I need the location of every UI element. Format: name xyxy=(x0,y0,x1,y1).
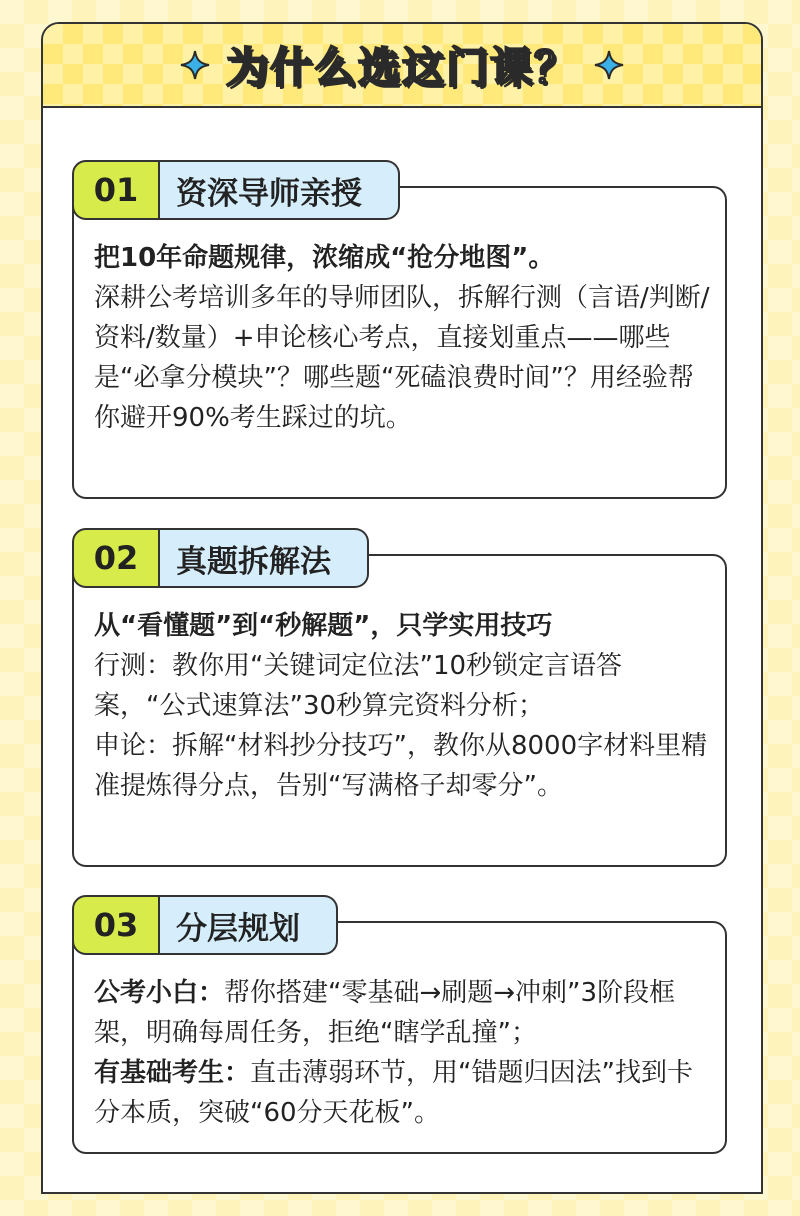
section-lead: 把10年命题规律，浓缩成“抢分地图”。 xyxy=(94,243,555,273)
section-number: 02 xyxy=(72,528,160,588)
section-text: 深耕公考培训多年的导师团队，拆解行测（言语/判断/资料/数量）+申论核心考点，直接划重点——哪些是“必拿分模块”？哪些题“死磕浪费时间”？用经验帮你避开90%考生踩过的坑。 xyxy=(94,283,710,433)
header-title-row xyxy=(43,24,761,106)
section-tab-01 xyxy=(72,160,400,220)
section-paragraph xyxy=(94,973,712,1053)
section-title: 真题拆解法 xyxy=(156,528,369,588)
section-lead: 从“看懂题”到“秒解题”，只学实用技巧 xyxy=(94,611,553,641)
section-title: 资深导师亲授 xyxy=(156,160,400,220)
section-text: 申论：拆解“材料抄分技巧”，教你从8000字材料里精准提炼得分点，告别“写满格子却零分”。 xyxy=(94,731,708,801)
section-text: 行测：教你用“关键词定位法”10秒锁定言语答案，“公式速算法”30秒算完资料分析； xyxy=(94,651,623,721)
audience-text: 直击薄弱环节，用“错题归因法”找到卡分本质，突破“60分天花板”。 xyxy=(94,1058,693,1128)
section-body-02 xyxy=(94,606,712,806)
section-paragraph xyxy=(94,1053,712,1133)
sparkle-icon xyxy=(180,50,210,80)
section-number: 03 xyxy=(72,895,160,955)
section-body-03 xyxy=(94,973,712,1133)
section-body-01 xyxy=(94,238,712,438)
section-tab-03 xyxy=(72,895,338,955)
audience-label: 公考小白： xyxy=(94,978,225,1008)
section-number: 01 xyxy=(72,160,160,220)
audience-label: 有基础考生： xyxy=(94,1058,251,1088)
page-title: 为什么选这门课？ xyxy=(225,43,578,92)
sparkle-icon xyxy=(594,50,624,80)
audience-text: 帮你搭建“零基础→刷题→冲刺”3阶段框架，明确每周任务，拒绝“瞎学乱撞”； xyxy=(94,978,676,1048)
section-title: 分层规划 xyxy=(156,895,338,955)
section-tab-02 xyxy=(72,528,369,588)
